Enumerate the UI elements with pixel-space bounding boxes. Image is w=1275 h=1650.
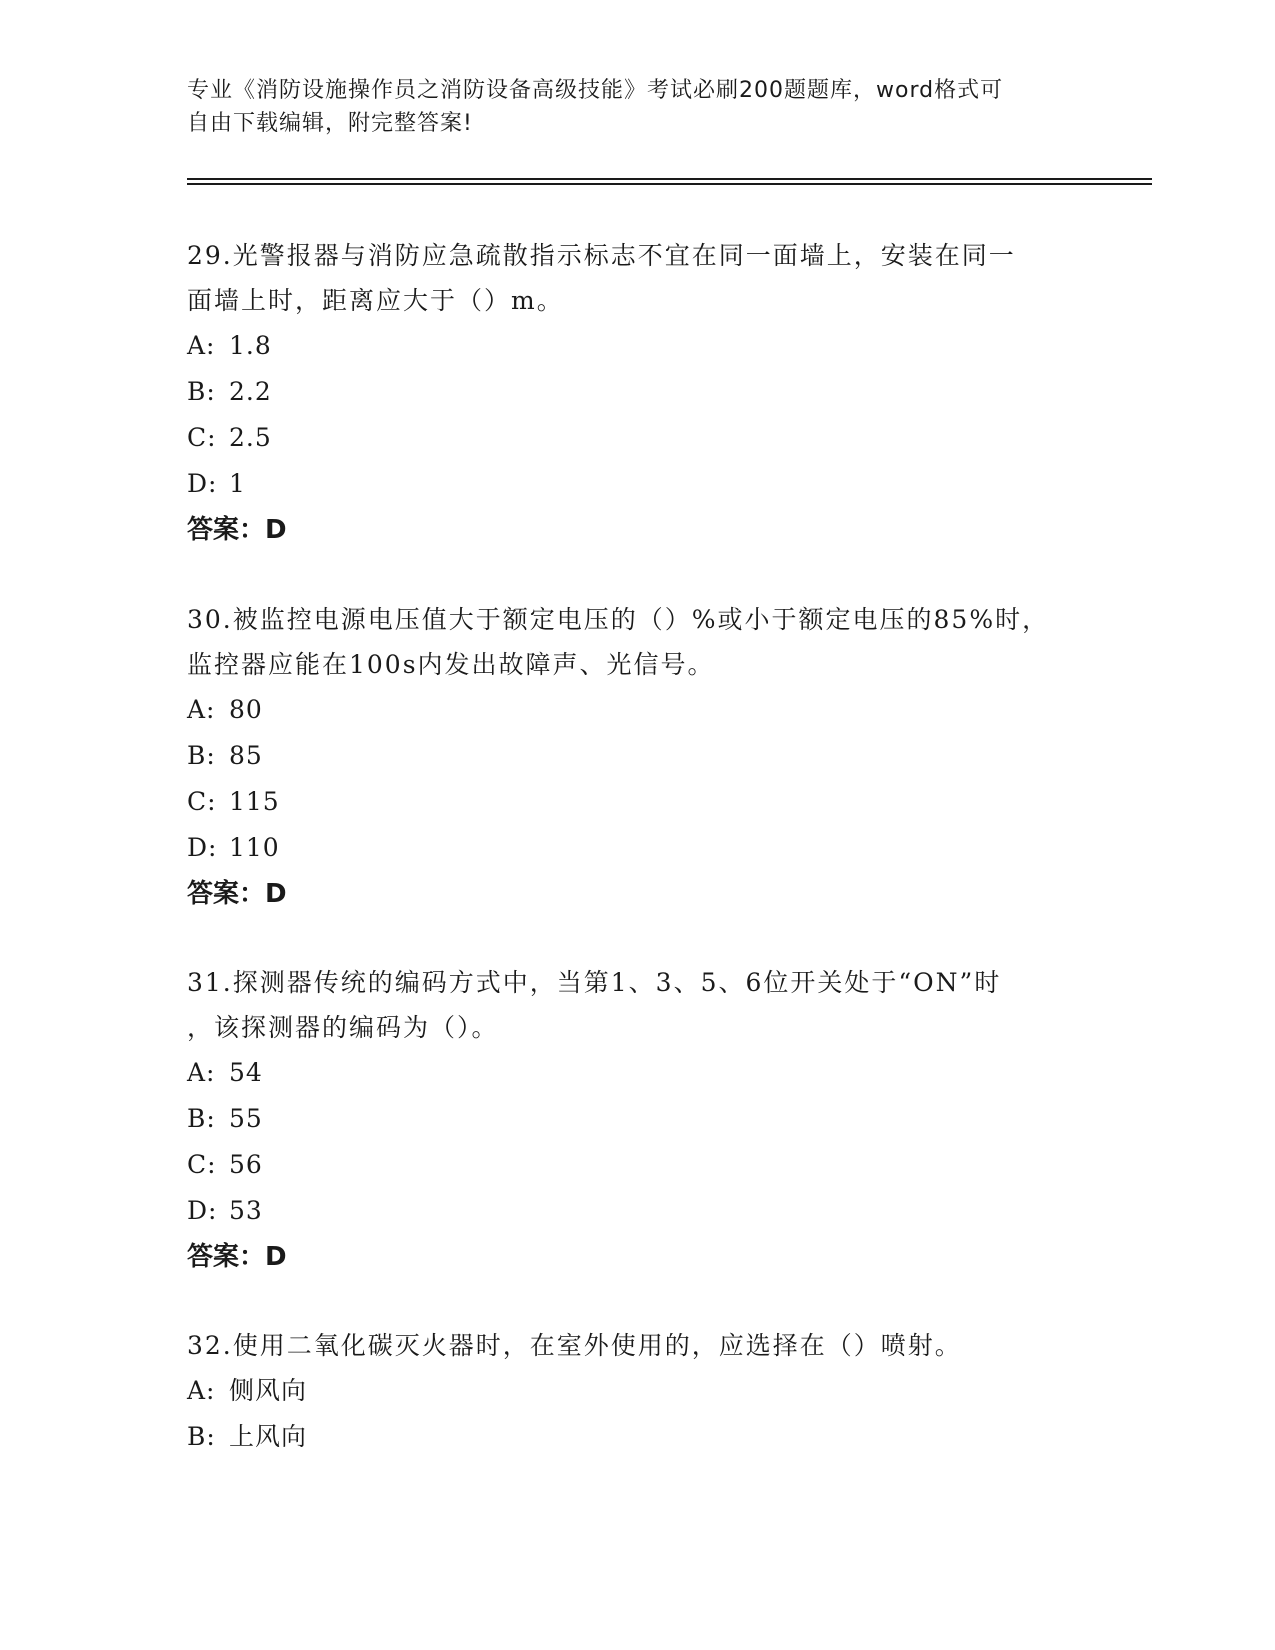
option-text: 53 <box>229 1196 263 1225</box>
option-d <box>187 461 1087 507</box>
option-text: 2.5 <box>229 423 272 452</box>
question-29 <box>187 233 1087 553</box>
option-letter: B: <box>187 741 216 770</box>
question-stem-line-1: 32.使用二氧化碳灭火器时，在室外使用的，应选择在（）喷射。 <box>187 1331 962 1360</box>
answer-line: 答案：D <box>187 515 287 545</box>
option-b <box>187 1414 1087 1460</box>
option-c <box>187 415 1087 461</box>
header-line-2: 自由下载编辑，附完整答案! <box>187 111 473 136</box>
option-a <box>187 687 1087 733</box>
option-letter: A: <box>187 331 216 360</box>
question-stem-line-2: ，该探测器的编码为（）。 <box>187 1013 499 1042</box>
option-letter: C: <box>187 1150 217 1179</box>
option-text: 115 <box>229 787 280 816</box>
question-stem-line-1: 30.被监控电源电压值大于额定电压的（）%或小于额定电压的85%时， <box>187 605 1050 634</box>
option-letter: D: <box>187 833 218 862</box>
option-a <box>187 1050 1087 1096</box>
option-text: 1 <box>229 469 246 498</box>
option-letter: B: <box>187 1104 216 1133</box>
question-32 <box>187 1323 1087 1460</box>
question-30 <box>187 597 1087 917</box>
option-b <box>187 1096 1087 1142</box>
option-letter: B: <box>187 377 216 406</box>
question-stem-line-2: 监控器应能在100s内发出故障声、光信号。 <box>187 650 715 679</box>
header-line-1: 专业《消防设施操作员之消防设备高级技能》考试必刷200题题库，word格式可 <box>187 78 1004 103</box>
option-a <box>187 1368 1087 1414</box>
question-stem-line-1: 31.探测器传统的编码方式中，当第1、3、5、6位开关处于“ON”时 <box>187 968 1002 997</box>
option-b <box>187 733 1087 779</box>
option-text: 侧风向 <box>229 1376 308 1405</box>
option-text: 85 <box>229 741 263 770</box>
document-header <box>187 74 1067 140</box>
option-text: 80 <box>229 695 263 724</box>
header-divider-bottom <box>187 183 1152 185</box>
option-b <box>187 369 1087 415</box>
option-letter: C: <box>187 423 217 452</box>
question-stem-line-2: 面墙上时，距离应大于（）m。 <box>187 286 564 315</box>
option-letter: B: <box>187 1422 216 1451</box>
option-a <box>187 323 1087 369</box>
option-letter: D: <box>187 1196 218 1225</box>
option-text: 1.8 <box>229 331 272 360</box>
option-text: 54 <box>229 1058 263 1087</box>
option-d <box>187 825 1087 871</box>
question-stem-line-1: 29.光警报器与消防应急疏散指示标志不宜在同一面墙上，安装在同一 <box>187 241 1016 270</box>
option-text: 2.2 <box>229 377 272 406</box>
option-letter: C: <box>187 787 217 816</box>
question-31 <box>187 960 1087 1280</box>
option-text: 56 <box>229 1150 263 1179</box>
option-text: 上风向 <box>229 1422 308 1451</box>
option-text: 110 <box>229 833 280 862</box>
option-text: 55 <box>229 1104 263 1133</box>
option-c <box>187 779 1087 825</box>
answer-line: 答案：D <box>187 879 287 909</box>
option-letter: D: <box>187 469 218 498</box>
option-d <box>187 1188 1087 1234</box>
option-letter: A: <box>187 1376 216 1405</box>
option-c <box>187 1142 1087 1188</box>
option-letter: A: <box>187 695 216 724</box>
option-letter: A: <box>187 1058 216 1087</box>
answer-line: 答案：D <box>187 1242 287 1272</box>
header-divider-top <box>187 178 1152 180</box>
